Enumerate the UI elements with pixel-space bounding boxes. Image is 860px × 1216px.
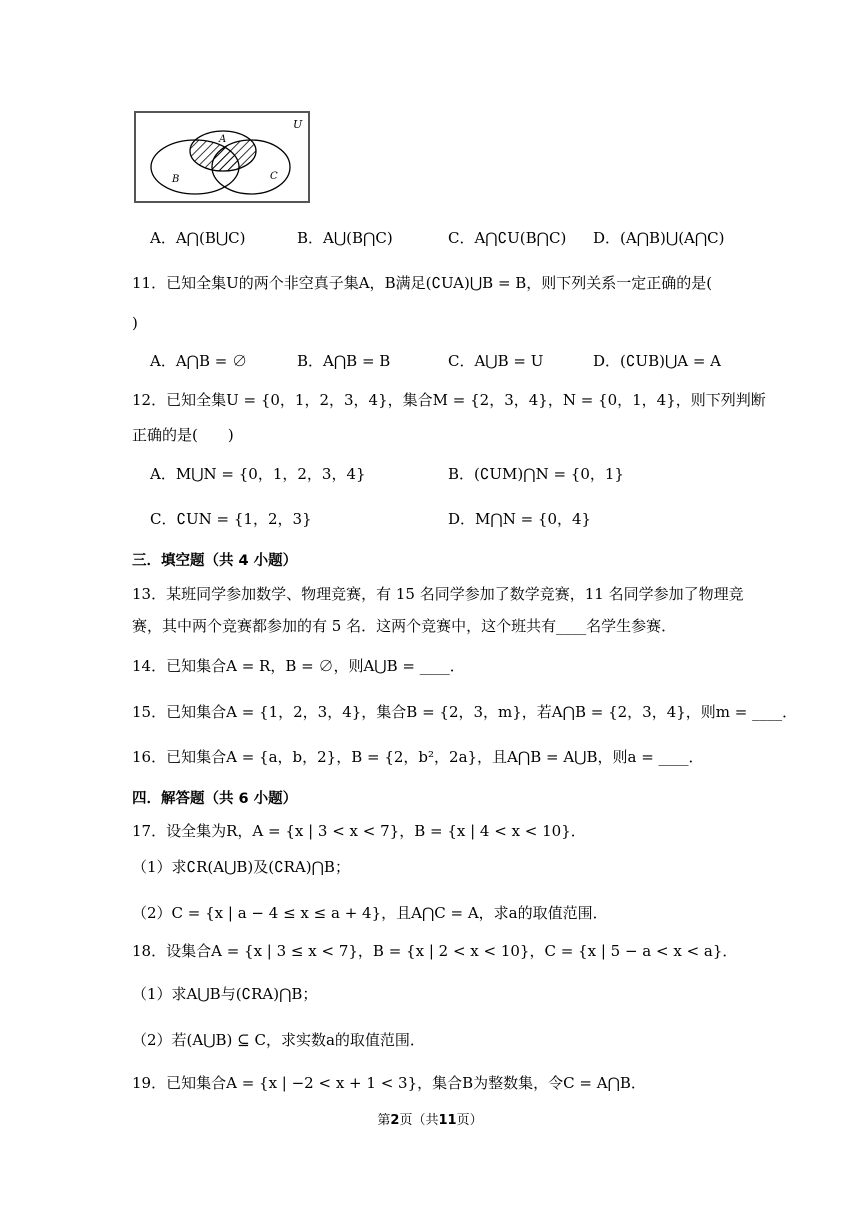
q13-stem: 13．某班同学参加数学、物理竞赛，有 15 名同学参加了数学竞赛，11 名同学参加了物理竞 <box>132 585 744 603</box>
q13-stem-cont: 赛，其中两个竞赛都参加的有 5 名．这两个竞赛中，这个班共有____名学生参赛． <box>132 617 677 635</box>
q11-option-d: D．(∁UB)⋃A = A <box>593 352 722 370</box>
q12-option-c: C．∁UN = {1，2，3} <box>150 510 312 528</box>
q15-stem: 15．已知集合A = {1，2，3，4}，集合B = {2，3，m}，若A⋂B = {2，3，4}，则m = ____． <box>132 703 798 721</box>
q11-option-c: C．A⋃B = U <box>448 352 544 370</box>
q17-stem: 17．设全集为R，A = {x | 3 < x < 7}，B = {x | 4 < x < 10}． <box>132 822 586 840</box>
venn-diagram <box>134 111 310 203</box>
section-3-heading: 三．填空题（共 4 小题） <box>132 553 298 569</box>
label-a: A <box>219 134 227 145</box>
q18-part1: （1）求A⋃B与(∁RA)⋂B； <box>132 985 318 1003</box>
q10-option-a: A．A⋂(B⋃C) <box>150 229 246 247</box>
q17-part2: （2）C = {x | a − 4 ≤ x ≤ a + 4}，且A⋂C = A，求a的取值范围． <box>132 904 608 922</box>
q12-stem: 12．已知全集U = {0，1，2，3，4}，集合M = {2，3，4}，N = {0，1，4}，则下列判断 <box>132 391 766 409</box>
q18-part2: （2）若(A⋃B) ⊆ C，求实数a的取值范围． <box>132 1031 425 1049</box>
q10-option-c: C．A⋂∁U(B⋂C) <box>448 229 567 247</box>
q10-option-b: B．A⋃(B⋂C) <box>297 229 393 247</box>
q19-stem: 19．已知集合A = {x | −2 < x + 1 < 3}，集合B为整数集，令C = A⋂B． <box>132 1074 646 1092</box>
q17-part1: （1）求∁R(A⋃B)及(∁RA)⋂B； <box>132 858 350 876</box>
footer-mid: 页（共 <box>399 1113 439 1128</box>
label-u: U <box>293 118 303 131</box>
q11-stem-cont: ) <box>132 314 138 332</box>
footer-total-pages: 11 <box>438 1113 457 1128</box>
section-4-heading: 四．解答题（共 6 小题） <box>132 791 298 807</box>
q11-option-a: A．A⋂B = ∅ <box>150 352 248 370</box>
label-b: B <box>172 174 180 185</box>
label-c: C <box>270 171 278 182</box>
q16-stem: 16．已知集合A = {a，b，2}，B = {2，b²，2a}，且A⋂B = A⋃B，则a = ____． <box>132 748 704 766</box>
page-footer <box>0 1111 860 1131</box>
q11-stem: 11．已知全集U的两个非空真子集A，B满足(∁UA)⋃B = B，则下列关系一定正确的是( <box>132 274 713 292</box>
q12-option-b: B．(∁UM)⋂N = {0，1} <box>448 465 624 483</box>
q14-stem: 14．已知集合A = R，B = ∅，则A⋃B = ____． <box>132 657 465 675</box>
q11-option-b: B．A⋂B = B <box>297 352 391 370</box>
q10-option-d: D．(A⋂B)⋃(A⋂C) <box>593 229 725 247</box>
q12-stem-cont: 正确的是( ) <box>132 426 234 444</box>
footer-suffix: 页） <box>456 1113 483 1128</box>
footer-prefix: 第 <box>377 1113 391 1128</box>
q18-stem: 18．设集合A = {x | 3 ≤ x < 7}，B = {x | 2 < x < 10}，C = {x | 5 − a < x < a}． <box>132 942 738 960</box>
footer-page-number: 2 <box>390 1113 400 1128</box>
q12-option-a: A．M⋃N = {0，1，2，3，4} <box>150 465 366 483</box>
q12-option-d: D．M⋂N = {0，4} <box>448 510 592 528</box>
